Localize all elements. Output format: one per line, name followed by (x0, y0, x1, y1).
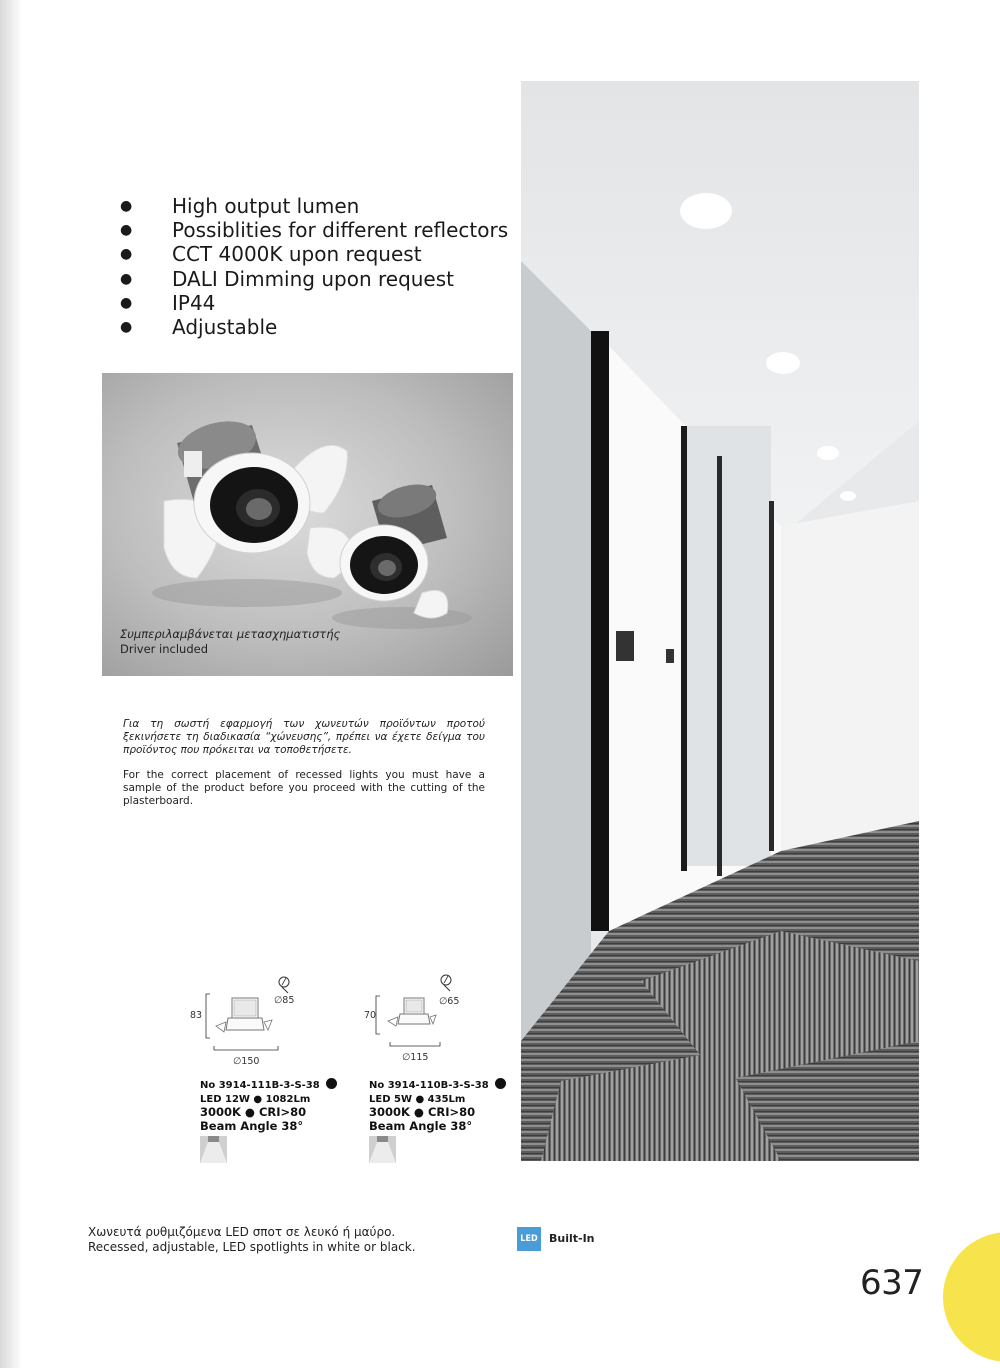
bulb-icon (441, 975, 451, 991)
product-1-diameter: ∅150 (233, 1056, 260, 1067)
product-2-diameter: ∅115 (402, 1052, 429, 1063)
product-1-power: LED 12W ● 1082Lm (200, 1093, 311, 1105)
product-2-beam: Beam Angle 38° (369, 1118, 473, 1133)
product-photo (102, 373, 513, 676)
product-1-spec (200, 1078, 337, 1133)
black-color-swatch (495, 1078, 506, 1089)
feature-item: ● Adjustable (120, 315, 278, 340)
note-english: For the correct placement of recessed lights you must have a sample of the product before you proceed with the cutting of the plasterboard. (123, 769, 485, 807)
installation-notes (123, 718, 485, 820)
room-photo (521, 81, 919, 1161)
product-1-cutout: ∅85 (274, 995, 295, 1006)
product-1-height: 83 (190, 1010, 203, 1021)
feature-item: ● IP44 (120, 290, 216, 315)
bullet-icon: ● (120, 222, 133, 239)
caption-greek: Συμπεριλαμβάνεται μετασχηματιστής (120, 627, 341, 641)
page-number: 637 (860, 1263, 924, 1303)
bullet-icon: ● (120, 198, 133, 214)
product-2-cutout: ∅65 (439, 996, 460, 1007)
feature-item: ● CCT 4000K upon request (120, 242, 422, 267)
product-2-power: LED 5W ● 435Lm (369, 1093, 466, 1105)
built-in-label: Built-In (549, 1232, 595, 1245)
product-2-height: 70 (364, 1010, 377, 1021)
feature-item: ● DALI Dimming upon request (120, 266, 455, 291)
caption-english: Driver included (120, 642, 209, 656)
bullet-icon: ● (120, 270, 133, 287)
bullet-icon: ● (120, 294, 133, 311)
black-color-swatch (326, 1078, 337, 1089)
bulb-icon (279, 977, 289, 993)
feature-list (120, 194, 508, 339)
large-spotlight-image (152, 413, 347, 607)
feature-item: ● High output lumen (120, 194, 360, 218)
product-1-cct: 3000K ● CRI>80 (200, 1105, 307, 1119)
product-1-beam: Beam Angle 38° (200, 1118, 304, 1133)
note-greek: Για τη σωστή εφαρμογή των χωνευτών προϊόντων προτού ξεκινήσετε τη διαδικασία “χώνευσης”, πρέπει να έχετε δείγμα του προϊόντος που πρόκειται να τοποθετήσετε. (123, 718, 485, 756)
office-corridor-illustration (521, 81, 919, 1161)
page-gutter (0, 0, 22, 1368)
bullet-icon: ● (120, 319, 133, 336)
product-2-spec (369, 1078, 506, 1133)
product-2-diagram (370, 968, 480, 1063)
footer-english: Recessed, adjustable, LED spotlights in white or black. (88, 1240, 416, 1254)
beam-angle-icon (369, 1136, 396, 1163)
led-badge-icon: LED (517, 1227, 541, 1251)
page-corner-circle (943, 1232, 1000, 1362)
product-1-code: No 3914-111B-3-S-38 (200, 1080, 320, 1091)
product-2-code: No 3914-110B-3-S-38 (369, 1080, 489, 1091)
bullet-icon: ● (120, 246, 133, 263)
footer-greek: Χωνευτά ρυθμιζόμενα LED σποτ σε λευκό ή μαύρο. (88, 1225, 396, 1239)
product-1-diagram (200, 972, 310, 1067)
product-2-cct: 3000K ● CRI>80 (369, 1105, 476, 1119)
beam-angle-icon (200, 1136, 227, 1163)
footer-description (88, 1225, 416, 1255)
feature-item: ● Possiblities for different reflectors (120, 218, 509, 243)
photo-caption (120, 627, 340, 657)
